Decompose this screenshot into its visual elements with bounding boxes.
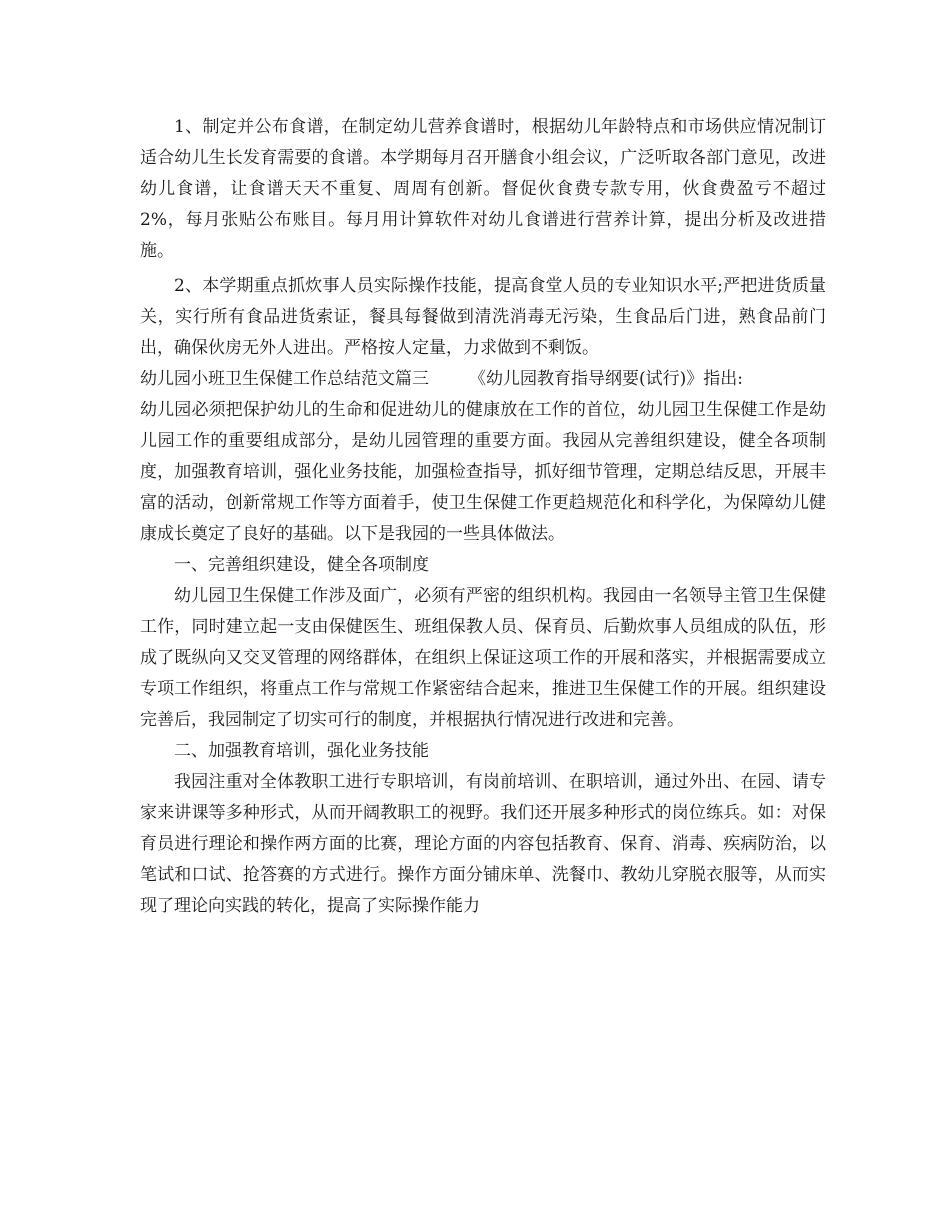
- paragraph-menu-planning: 1、制定并公布食谱，在制定幼儿营养食谱时，根据幼儿年龄特点和市场供应情况制订适合幼儿生长发育需要的食谱。本学期每月召开膳食小组会议，广泛听取各部门意见，改进幼儿食谱，让食谱天天不重复、周周有创新。督促伙食费专款专用，伙食费盈亏不超过 2%，每月张贴公布账目。每月用计算软件对幼儿食谱进行营养计算，提出分析及改进措施。: [140, 117, 826, 261]
- section-heading-organization: 一、完善组织建设，健全各项制度: [174, 555, 429, 575]
- paragraph-training: 我园注重对全体教职工进行专职培训，有岗前培训、在职培训，通过外出、在园、请专家来讲课等多种形式，从而开阔教职工的视野。我们还开展多种形式的岗位练兵。如：对保育员进行理论和操作两方面的比赛，理论方面的内容包括教育、保育、消毒、疾病防治，以笔试和口试、抢答赛的方式进行。操作方面分铺床单、洗餐巾、教幼儿穿脱衣服等，从而实现了理论向实践的转化，提高了实际操作能力: [140, 772, 826, 916]
- document-page: [140, 112, 826, 922]
- quote-lead: 《幼儿园教育指导纲要(试行)》指出:: [469, 369, 743, 389]
- section-heading-training: 二、加强教育培训，强化业务技能: [174, 741, 429, 761]
- paragraph-intro: 幼儿园必须把保护幼儿的生命和促进幼儿的健康放在工作的首位，幼儿园卫生保健工作是幼儿园工作的重要组成部分，是幼儿园管理的重要方面。我园从完善组织建设，健全各项制度，加强教育培训，强化业务技能，加强检查指导，抓好细节管理，定期总结反思，开展丰富的活动，创新常规工作等方面着手，使卫生保健工作更趋规范化和科学化，为保障幼儿健康成长奠定了良好的基础。以下是我园的一些具体做法。: [140, 400, 826, 544]
- article-title-line: [140, 364, 826, 395]
- article-title: 幼儿园小班卫生保健工作总结范文篇三: [140, 369, 429, 389]
- paragraph-organization: 幼儿园卫生保健工作涉及面广，必须有严密的组织机构。我园由一名领导主管卫生保健工作，同时建立起一支由保健医生、班组保教人员、保育员、后勤炊事人员组成的队伍，形成了既纵向又交叉管理的网络群体，在组织上保证这项工作的开展和落实，并根据需要成立专项工作组织，将重点工作与常规工作紧密结合起来，推进卫生保健工作的开展。组织建设完善后，我园制定了切实可行的制度，并根据执行情况进行改进和完善。: [140, 586, 826, 730]
- paragraph-kitchen-staff: 2、本学期重点抓炊事人员实际操作技能，提高食堂人员的专业知识水平;严把进货质量关，实行所有食品进货索证，餐具每餐做到清洗消毒无污染，生食品后门进，熟食品前门出，确保伙房无外人进出。严格按人定量，力求做到不剩饭。: [140, 276, 826, 358]
